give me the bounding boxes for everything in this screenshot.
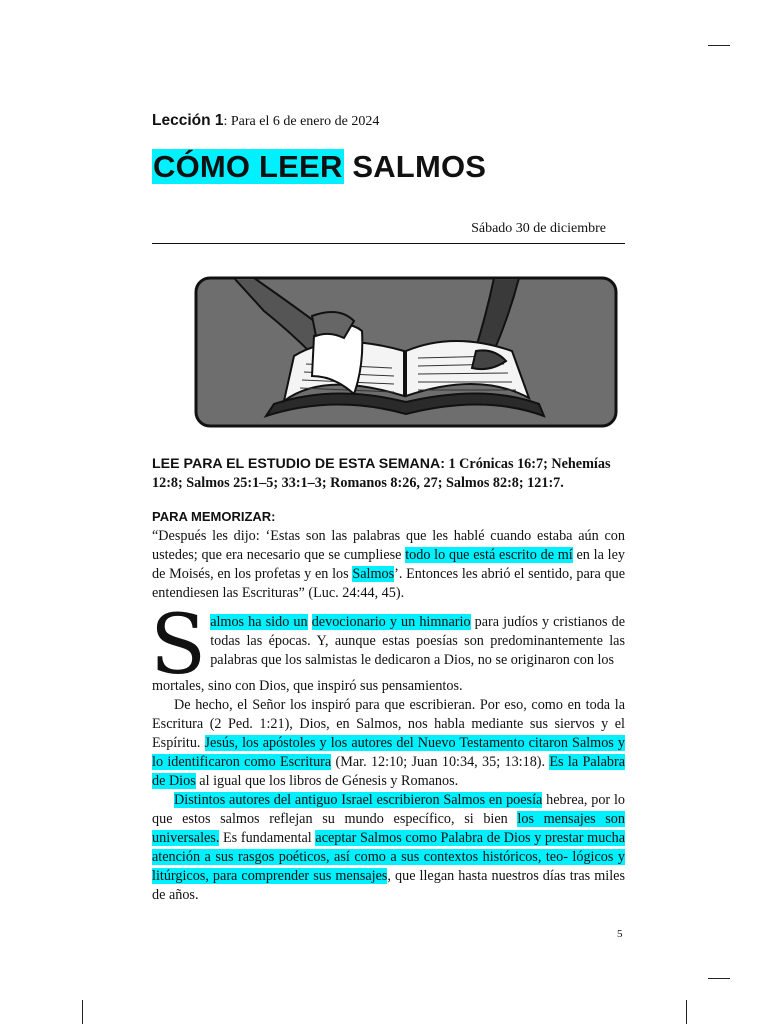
lesson-date: : Para el 6 de enero de 2024	[223, 114, 380, 129]
memory-verse-text: en la ley de Moisés, en los profetas y en los	[152, 547, 625, 582]
body-text: Es fundamental	[219, 830, 316, 846]
body-paragraph-1-continued: mortales, sino con Dios, que inspiró sus pensamientos.	[152, 678, 463, 694]
body-highlight: almos ha sido un	[210, 614, 308, 630]
body-text: , que llegan hasta nuestros días tras miles de años.	[152, 868, 625, 903]
day-date: Sábado 30 de diciembre	[471, 221, 606, 236]
memory-verse-text: ’. Entonces les abrió el sentido, para que entendiesen las Escrituras” (Luc. 24:44, 45).	[152, 566, 625, 601]
lesson-label: Lección 1	[152, 112, 224, 129]
memory-verse	[152, 527, 625, 603]
body-highlight: Es la Palabra de Dios	[152, 754, 625, 789]
body-highlight: Distintos autores del antiguo Israel escribieron Salmos en poesía	[174, 792, 543, 808]
body-text: (Mar. 12:10; Juan 10:34, 35; 13:18).	[331, 754, 550, 770]
crop-mark-bottom-right	[708, 978, 730, 979]
body-text: para judíos y cristianos de todas las épocas. Y, aunque estas poesías son predominantemente las palabras que los salmistas le dedicaron a Dios, no se originaron con los	[210, 614, 625, 668]
drop-cap: S	[150, 598, 207, 693]
memory-verse-highlight: todo lo que está escrito de mí	[405, 547, 573, 563]
body-text: hebrea, por lo que estos salmos reflejan su mundo específico, si bien	[152, 792, 625, 827]
body-paragraph-2	[152, 696, 625, 791]
divider	[152, 243, 625, 244]
body-highlight: Jesús, los apóstoles y los autores del Nuevo Testamento citaron Salmos y lo identificaron como Escritura	[152, 735, 625, 770]
page-number: 5	[617, 928, 623, 940]
body-highlight: devocionario y un himnario	[311, 614, 471, 630]
body-highlight: aceptar Salmos como Palabra de Dios y prestar mucha atención a sus rasgos poéticos, así como a sus contextos históricos, teo- lógicos y litúrgicos, para comprender sus mensajes	[152, 830, 625, 884]
memorize-label: PARA MEMORIZAR:	[152, 509, 276, 524]
reading-label: LEE PARA EL ESTUDIO DE ESTA SEMANA:	[152, 456, 445, 472]
weekly-reading	[152, 455, 625, 493]
memory-verse-text: “Después les dijo: ‘Estas son las palabras que les hablé cuando estaba aún con ustedes; que era necesario que se cumpliese	[152, 528, 625, 563]
lesson-body	[150, 598, 625, 905]
crop-mark-top-right	[708, 45, 730, 46]
body-paragraph-3	[152, 791, 625, 905]
bible-illustration	[194, 276, 618, 428]
lesson-line	[152, 112, 379, 130]
memory-verse-highlight: Salmos	[352, 566, 395, 582]
reading-refs: 1 Crónicas 16:7; Nehemías 12:8; Salmos 25:1–5; 33:1–3; Romanos 8:26, 27; Salmos 82:8; 121:7.	[152, 456, 611, 491]
crop-mark-bottom-right-vertical	[686, 1000, 687, 1024]
body-text: al igual que los libros de Génesis y Romanos.	[195, 773, 459, 789]
title-highlighted: CÓMO LEER	[153, 149, 343, 184]
crop-mark-bottom-left	[82, 1000, 83, 1024]
title-rest: SALMOS	[343, 149, 487, 184]
body-text: De hecho, el Señor los inspiró para que escribieran. Por eso, como en toda la Escritura (2 Ped. 1:21), Dios, en Salmos, nos habla mediante sus siervos y el Espíritu.	[152, 697, 625, 751]
body-highlight: los mensajes son universales.	[152, 811, 625, 846]
page-title	[152, 147, 486, 187]
